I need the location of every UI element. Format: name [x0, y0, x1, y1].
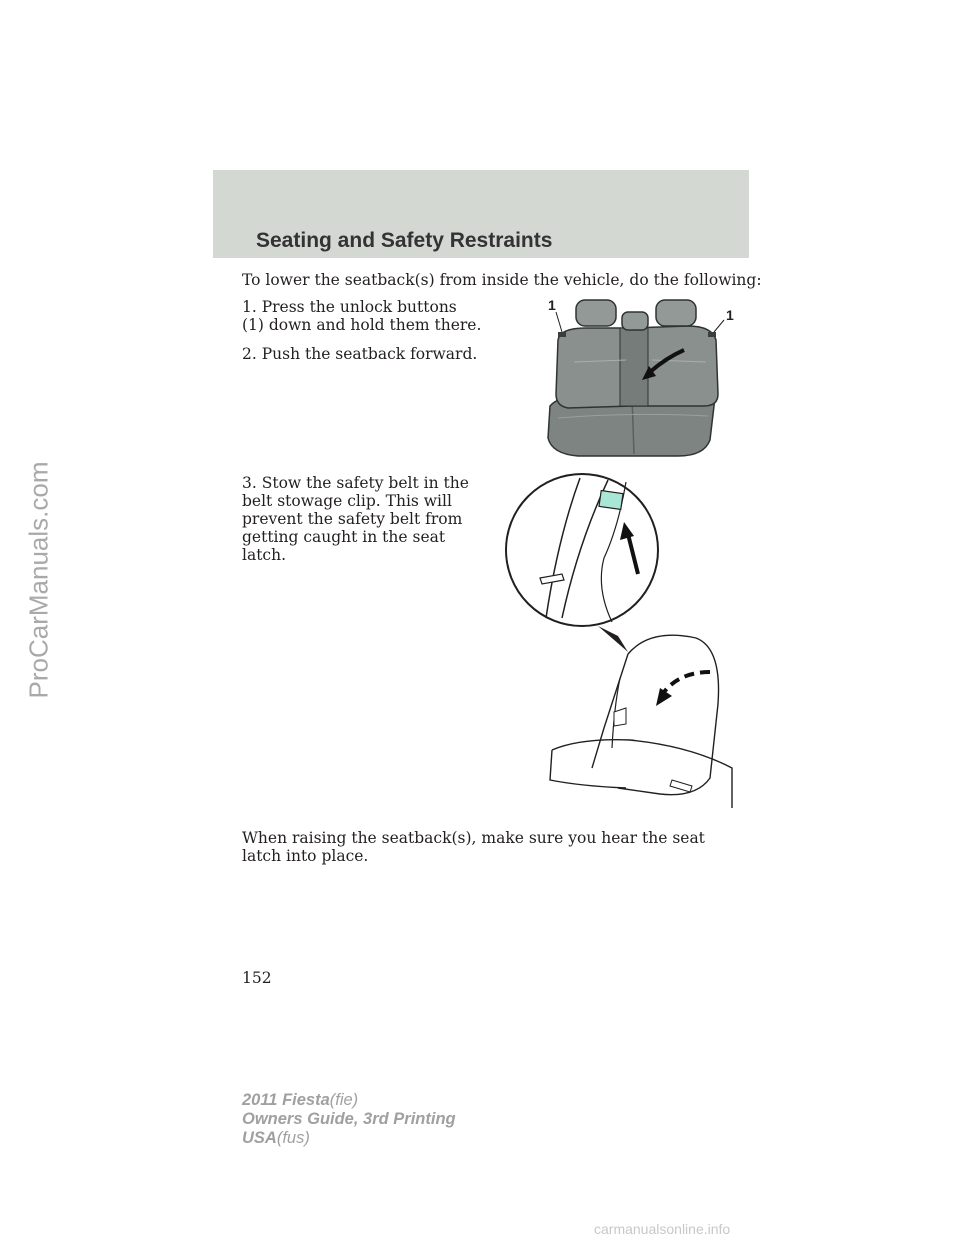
document-footer: [242, 1091, 456, 1148]
step-3-text: 3. Stow the safety belt in the belt stowage clip. This will prevent the safety belt from getting caught in the seat latch.: [242, 474, 469, 564]
closing-paragraph: When raising the seatback(s), make sure you hear the seat latch into place.: [242, 829, 705, 865]
dashed-fold-arrow-head: [656, 688, 672, 706]
watermark-text: ProCarManuals.com: [23, 461, 54, 699]
seat-cushion-outline: [552, 740, 732, 808]
callout-leader-right: [714, 320, 724, 332]
footer-model: 2011 Fiesta: [242, 1091, 330, 1109]
unlock-button-left: [558, 332, 566, 337]
page-number: 152: [242, 969, 272, 987]
belt-stowage-clip: [599, 491, 623, 510]
belt-lower-clip: [614, 708, 626, 726]
step-1-text: 1. Press the unlock buttons (1) down and hold them there.: [242, 298, 482, 334]
seat-base-outline: [550, 750, 626, 788]
callout-number-left: 1: [548, 297, 556, 313]
headrest-left: [576, 300, 616, 326]
detail-magnifier: [506, 474, 658, 626]
seat-outline: [618, 635, 719, 794]
headrest-right: [656, 300, 696, 326]
footer-line-1: [242, 1091, 456, 1110]
footer-line-2: Owners Guide, 3rd Printing: [242, 1110, 456, 1128]
footer-model-code: (fie): [329, 1091, 359, 1109]
footer-market: USA: [242, 1129, 277, 1147]
footer-market-code: (fus): [276, 1129, 310, 1147]
detail-pointer: [598, 626, 628, 652]
step-2-text: 2. Push the seatback forward.: [242, 345, 478, 363]
intro-paragraph: To lower the seatback(s) from inside the vehicle, do the following:: [242, 271, 762, 289]
site-footer: carmanualsonline.info: [594, 1221, 731, 1237]
headrest-center: [622, 312, 648, 330]
callout-leader-left: [556, 312, 562, 332]
dashed-fold-arrow-icon: [664, 672, 710, 692]
callout-number-right: 1: [726, 307, 734, 323]
belt-buckle: [670, 780, 692, 792]
seatback-center: [620, 328, 648, 406]
unlock-button-right: [708, 332, 716, 337]
section-title: Seating and Safety Restraints: [256, 229, 553, 252]
rear-seat-illustration: [528, 288, 748, 460]
footer-line-3: [242, 1129, 456, 1148]
vertical-watermark: [14, 30, 64, 1130]
belt-stowage-illustration: [500, 468, 750, 813]
